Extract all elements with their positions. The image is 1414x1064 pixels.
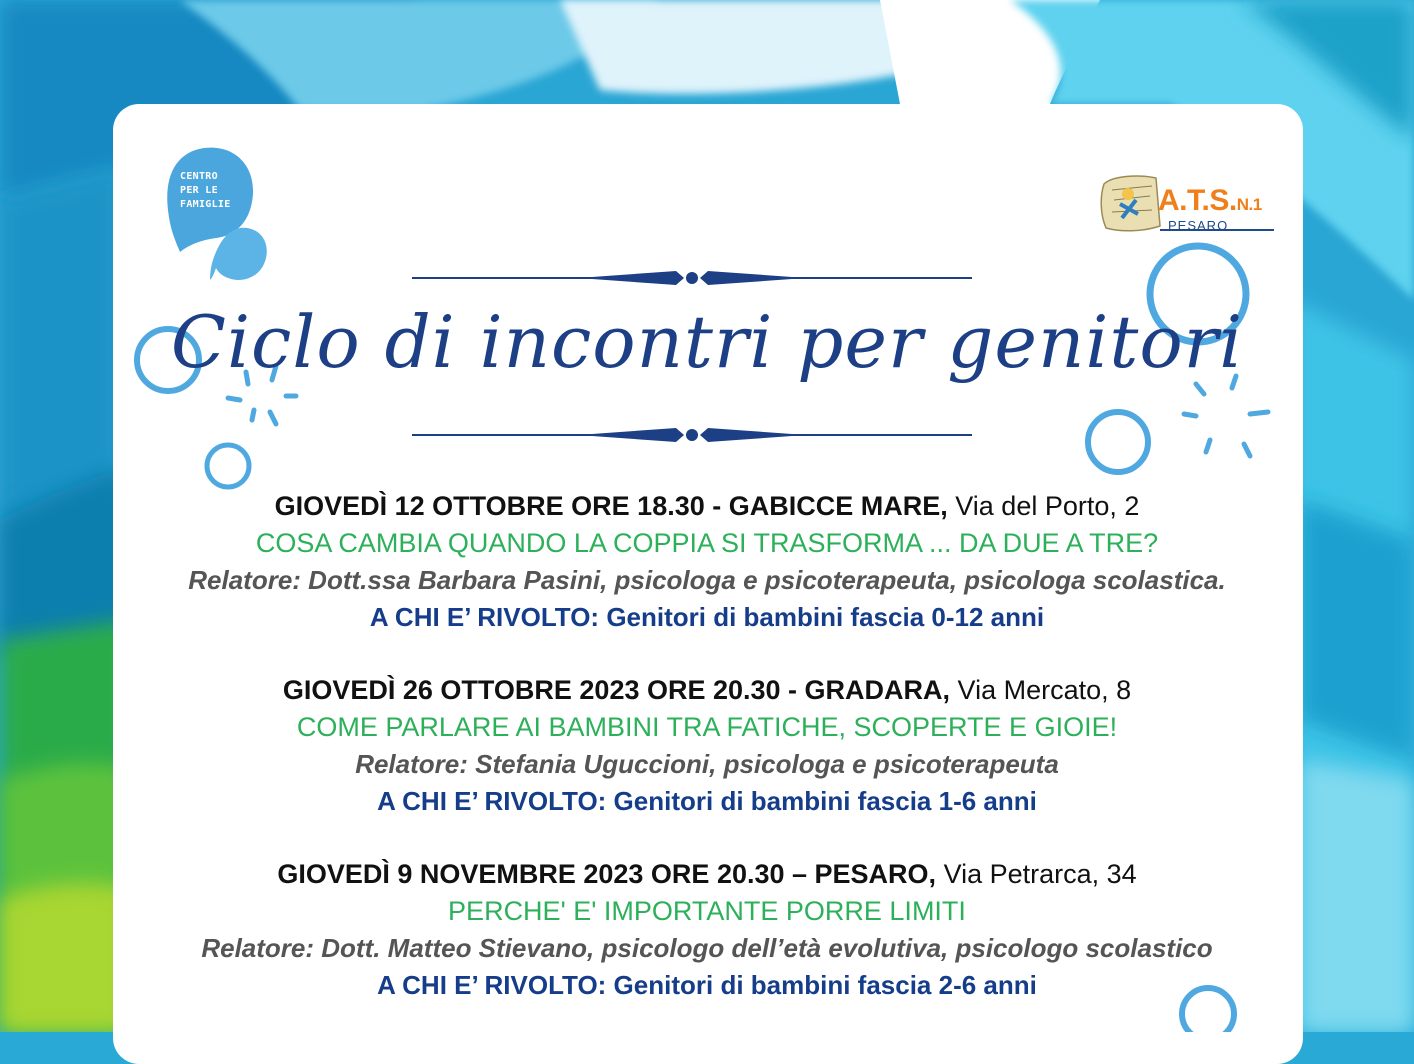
ats-logo-suffix: N.1 [1236, 195, 1262, 214]
event-list [0, 488, 1414, 1040]
event-item [0, 488, 1414, 636]
deco-circle [207, 445, 249, 487]
event-topic: PERCHE' E' IMPORTANTE PORRE LIMITI [448, 896, 966, 926]
event-address: Via Petrarca, 34 [936, 859, 1137, 889]
event-topic: COSA CAMBIA QUANDO LA COPPIA SI TRASFORMA ... DA DUE A TRE? [255, 528, 1159, 558]
ats-logo-main: A.T.S. [1158, 184, 1237, 217]
event-date-place: GIOVEDÌ 26 OTTOBRE 2023 ORE 20.30 - GRADARA, [282, 675, 951, 705]
logo-left-line-2: PER LE [180, 185, 218, 196]
event-header [0, 856, 1414, 893]
logo-left-line-1: CENTRO [180, 171, 218, 182]
event-address: Via Mercato, 8 [950, 675, 1132, 705]
event-target: A CHI E’ RIVOLTO: Genitori di bambini fascia 1-6 anni [377, 786, 1037, 816]
event-target: A CHI E’ RIVOLTO: Genitori di bambini fascia 2-6 anni [377, 970, 1037, 1000]
ornamental-divider-top [408, 267, 976, 289]
event-header [0, 672, 1414, 709]
event-address: Via del Porto, 2 [947, 491, 1140, 521]
event-speaker: Relatore: Dott.ssa Barbara Pasini, psicologa e psicoterapeuta, psicologa scolastica. [188, 565, 1226, 595]
event-item [0, 856, 1414, 1004]
event-speaker: Relatore: Stefania Uguccioni, psicologa e psicoterapeuta [355, 749, 1059, 779]
ats-logo-subtitle: PESARO [1168, 218, 1229, 233]
event-topic: COME PARLARE AI BAMBINI TRA FATICHE, SCOPERTE E GIOIE! [296, 712, 1118, 742]
ornamental-divider-bottom [408, 424, 976, 446]
event-date-place: GIOVEDÌ 12 OTTOBRE ORE 18.30 - GABICCE MARE, [274, 491, 948, 521]
event-header [0, 488, 1414, 525]
deco-circle [1088, 412, 1148, 472]
page-title: Ciclo di incontri per genitori [170, 300, 1244, 384]
event-date-place: GIOVEDÌ 9 NOVEMBRE 2023 ORE 20.30 – PESARO, [277, 859, 937, 889]
event-speaker: Relatore: Dott. Matteo Stievano, psicologo dell’età evolutiva, psicologo scolastico [201, 933, 1213, 963]
event-item [0, 672, 1414, 820]
event-target: A CHI E’ RIVOLTO: Genitori di bambini fascia 0-12 anni [369, 602, 1045, 632]
logo-left-line-3: FAMIGLIE [180, 199, 231, 210]
